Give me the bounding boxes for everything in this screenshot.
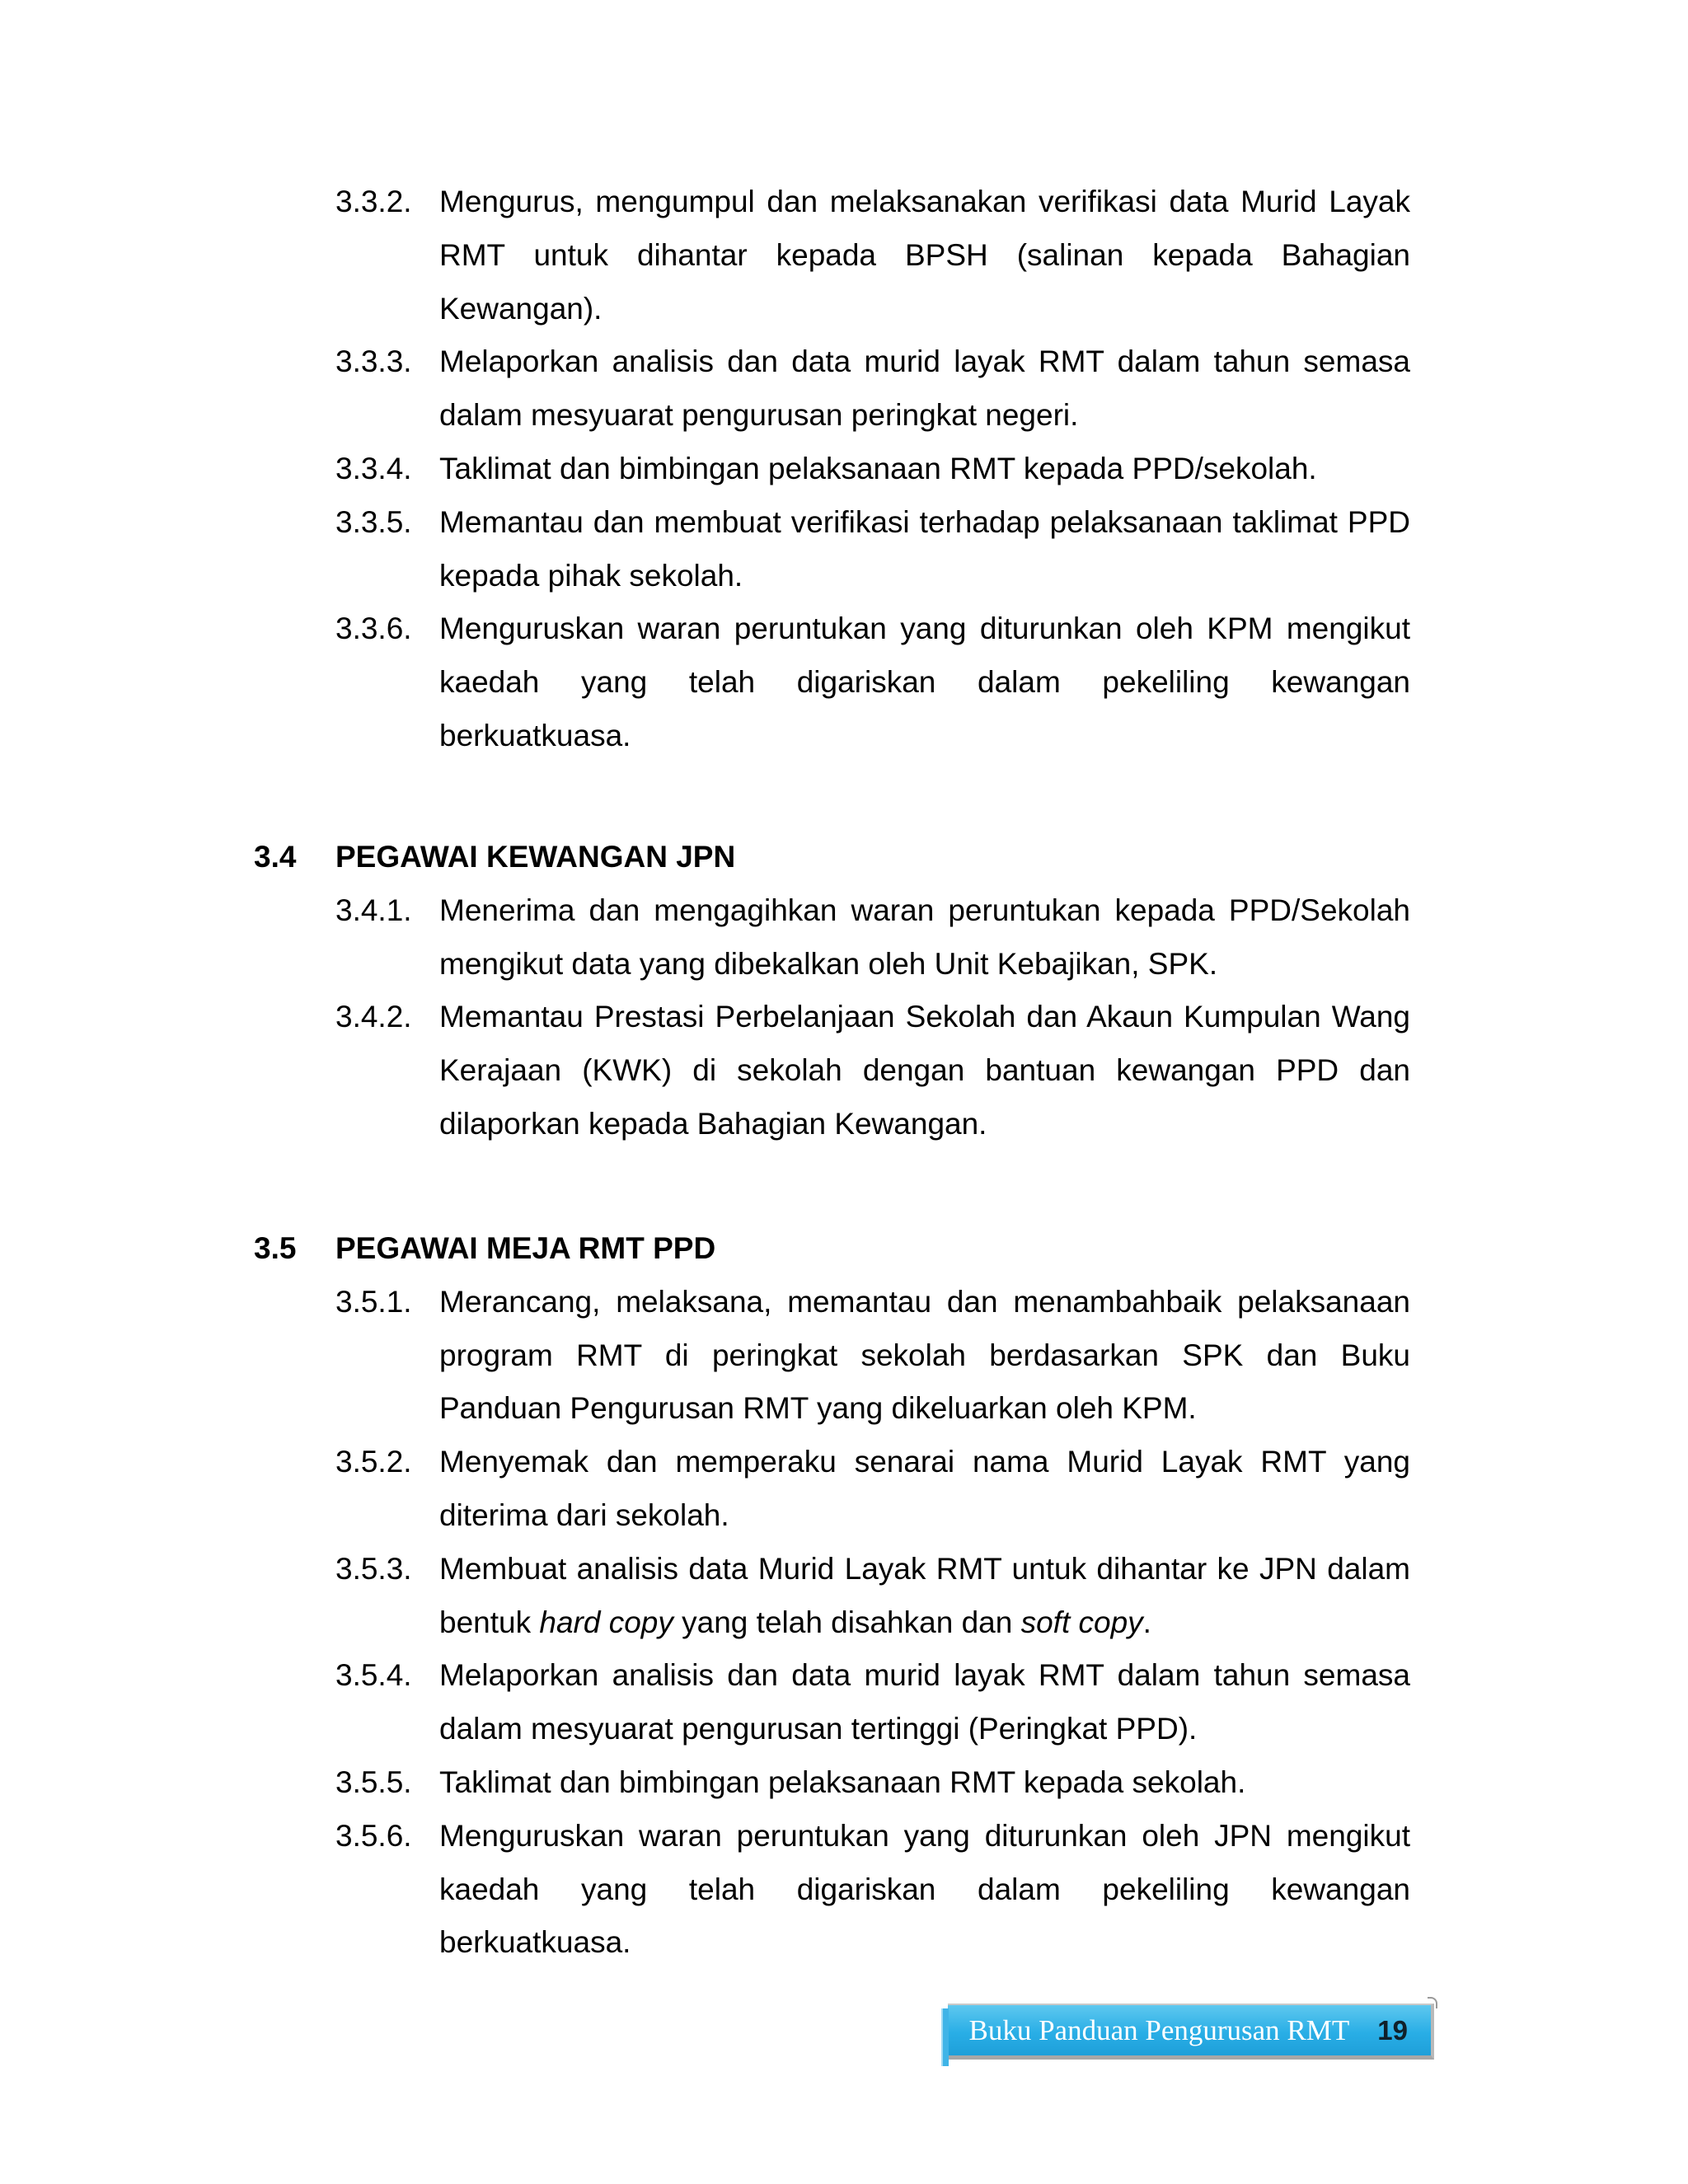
section-heading	[0, 831, 1688, 884]
section-title: PEGAWAI KEWANGAN JPN	[335, 840, 736, 874]
list-item	[0, 884, 1688, 991]
item-text: Merancang, melaksana, memantau dan menambahbaik pelaksanaan program RMT di peringkat sekolah berdasarkan SPK dan Buku Panduan Pengurusan RMT yang dikeluarkan oleh KPM.	[439, 1284, 1410, 1426]
section-3-5	[0, 1222, 1688, 1970]
item-number: 3.3.4.	[335, 451, 412, 485]
list-item	[0, 1756, 1688, 1810]
item-number: 3.3.6.	[335, 612, 412, 646]
item-text-part: .	[1142, 1605, 1151, 1639]
list-item	[0, 1276, 1688, 1436]
item-number: 3.5.1.	[335, 1284, 412, 1319]
item-text: Menguruskan waran peruntukan yang diturunkan oleh KPM mengikut kaedah yang telah digariskan dalam pekeliling kewangan berkuatkuasa.	[439, 612, 1410, 752]
item-text: Menyemak dan memperaku senarai nama Murid Layak RMT yang diterima dari sekolah.	[439, 1445, 1410, 1532]
item-text: Taklimat dan bimbingan pelaksanaan RMT kepada sekolah.	[439, 1765, 1246, 1799]
list-item	[0, 176, 1688, 335]
section-heading	[0, 1222, 1688, 1276]
section-number: 3.5	[254, 1231, 297, 1265]
item-number: 3.3.5.	[335, 504, 412, 539]
item-text: Menerima dan mengagihkan waran peruntukan kepada PPD/Sekolah mengikut data yang dibekalkan oleh Unit Kebajikan, SPK.	[439, 893, 1410, 981]
footer-title: Buku Panduan Pengurusan RMT	[968, 2013, 1350, 2046]
footer-banner-curl	[1428, 1997, 1437, 2008]
section-title: PEGAWAI MEJA RMT PPD	[335, 1231, 716, 1265]
item-text-italic: hard copy	[539, 1605, 673, 1639]
section-3-3-list	[0, 176, 1688, 763]
item-number: 3.5.4.	[335, 1658, 412, 1693]
list-item	[0, 1436, 1688, 1543]
item-text	[439, 1543, 1410, 1650]
item-number: 3.4.2.	[335, 1000, 412, 1034]
list-item	[0, 1543, 1688, 1650]
list-item	[0, 1810, 1688, 1970]
item-number: 3.5.5.	[335, 1765, 412, 1799]
footer-banner	[948, 2004, 1434, 2060]
item-text: Taklimat dan bimbingan pelaksanaan RMT kepada PPD/sekolah.	[439, 451, 1317, 485]
item-number: 3.3.3.	[335, 344, 412, 379]
list-item	[0, 991, 1688, 1151]
item-text: Mengurus, mengumpul dan melaksanakan verifikasi data Murid Layak RMT untuk dihantar kepada BPSH (salinan kepada Bahagian Kewangan).	[439, 185, 1410, 326]
list-item	[0, 443, 1688, 496]
item-number: 3.3.2.	[335, 185, 412, 218]
item-number: 3.5.6.	[335, 1818, 412, 1853]
list-item	[0, 335, 1688, 443]
section-3-4	[0, 831, 1688, 1151]
list-item	[0, 496, 1688, 603]
item-text-part: Membuat analisis data Murid Layak RMT untuk dihantar ke JPN dalam bentuk	[439, 1551, 1410, 1639]
item-number: 3.5.3.	[335, 1551, 412, 1586]
page-number: 19	[1377, 2014, 1408, 2046]
item-text: Menguruskan waran peruntukan yang diturunkan oleh JPN mengikut kaedah yang telah digariskan dalam pekeliling kewangan berkuatkuasa.	[439, 1818, 1410, 1960]
item-number: 3.5.2.	[335, 1445, 412, 1479]
footer-banner-edge	[941, 2008, 949, 2066]
item-text-italic: soft copy	[1020, 1605, 1143, 1639]
item-text-part: yang telah disahkan dan	[673, 1605, 1021, 1639]
item-text: Memantau Prestasi Perbelanjaan Sekolah dan Akaun Kumpulan Wang Kerajaan (KWK) di sekolah dengan bantuan kewangan PPD dan dilaporkan kepada Bahagian Kewangan.	[439, 1000, 1410, 1141]
list-item	[0, 602, 1688, 762]
item-text: Memantau dan membuat verifikasi terhadap pelaksanaan taklimat PPD kepada pihak sekolah.	[439, 504, 1410, 593]
item-text: Melaporkan analisis dan data murid layak RMT dalam tahun semasa dalam mesyuarat pengurusan tertinggi (Peringkat PPD).	[439, 1658, 1410, 1746]
list-item	[0, 1649, 1688, 1756]
item-text: Melaporkan analisis dan data murid layak RMT dalam tahun semasa dalam mesyuarat pengurusan peringkat negeri.	[439, 344, 1410, 433]
section-number: 3.4	[254, 840, 297, 874]
item-number: 3.4.1.	[335, 893, 412, 927]
